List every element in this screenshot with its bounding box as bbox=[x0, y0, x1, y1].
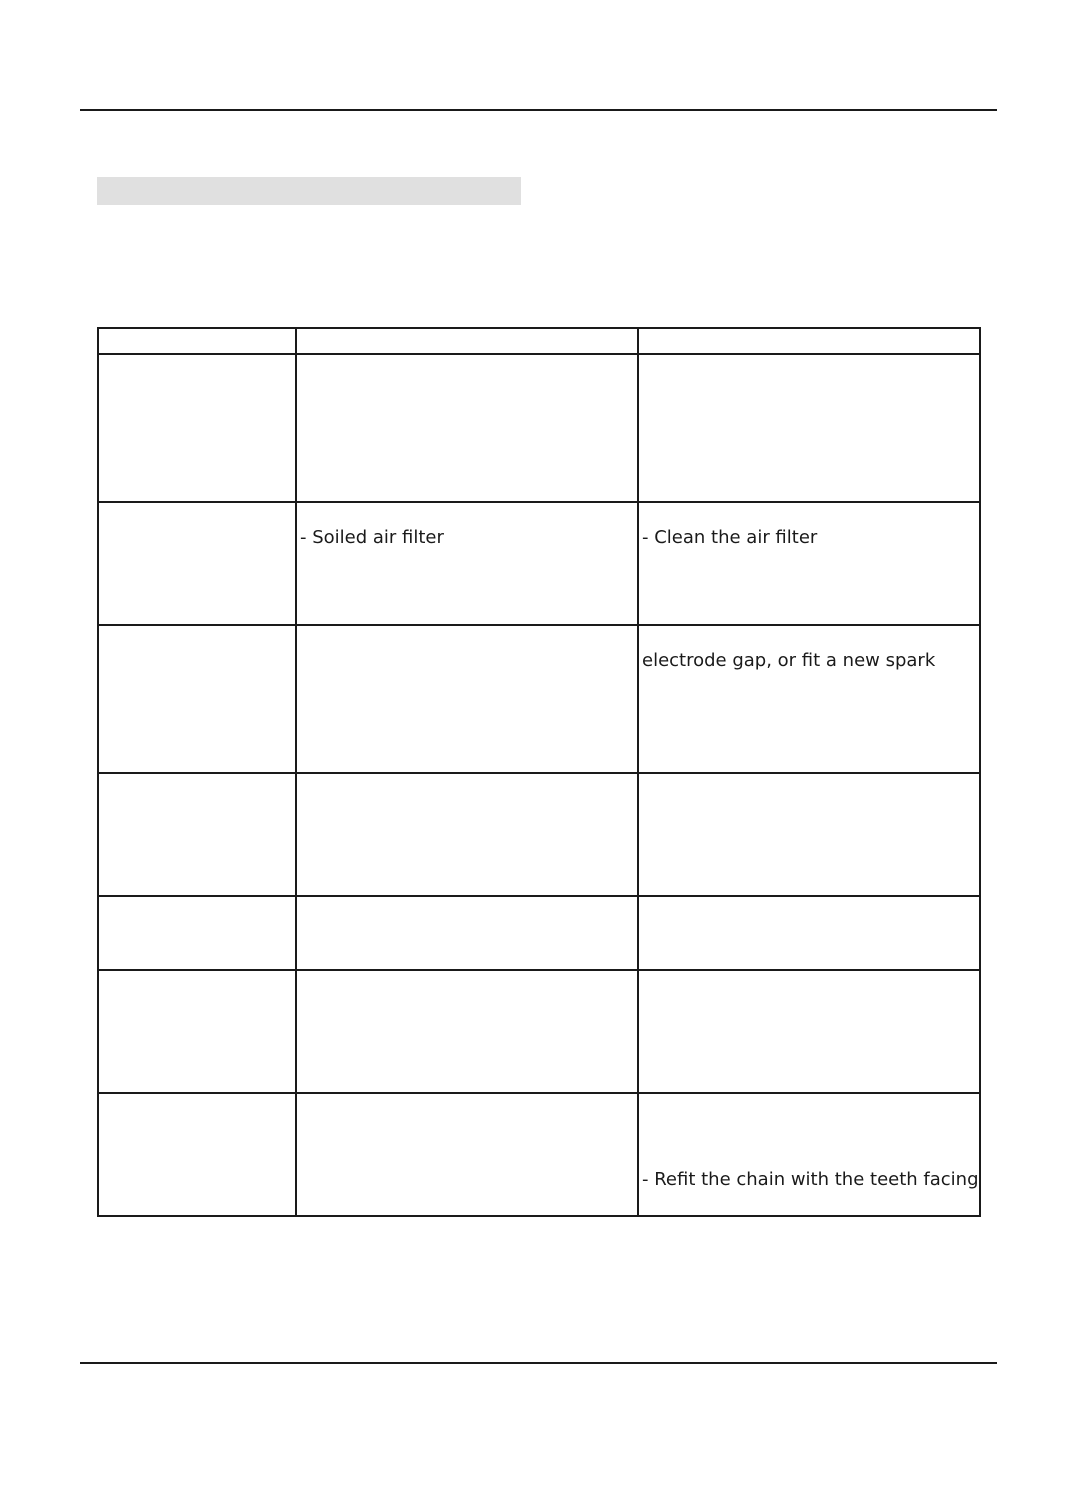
problem-cell bbox=[98, 354, 296, 502]
footer-rule bbox=[80, 1362, 997, 1364]
cause-cell bbox=[296, 773, 638, 896]
remedy-text: electrode gap, or fit a new spark bbox=[642, 650, 936, 671]
problem-cell bbox=[98, 1093, 296, 1216]
table-row bbox=[98, 773, 980, 896]
header-rule bbox=[80, 109, 997, 111]
problem-cell bbox=[98, 625, 296, 773]
problem-cell bbox=[98, 970, 296, 1093]
remedy-cell bbox=[638, 502, 980, 625]
cause-cell bbox=[296, 354, 638, 502]
table-row bbox=[98, 354, 980, 502]
remedy-cell bbox=[638, 896, 980, 970]
remedy-text: - Refit the chain with the teeth facing bbox=[642, 1169, 979, 1190]
remedy-cell bbox=[638, 625, 980, 773]
remedy-cell bbox=[638, 773, 980, 896]
troubleshooting-table bbox=[97, 327, 981, 1217]
remedy-cell bbox=[638, 1093, 980, 1216]
section-heading-bar bbox=[97, 177, 521, 205]
table-row bbox=[98, 970, 980, 1093]
header-cell-remedy bbox=[638, 328, 980, 354]
cause-text: - Soiled air filter bbox=[300, 527, 444, 548]
cause-cell bbox=[296, 1093, 638, 1216]
header-cell-cause bbox=[296, 328, 638, 354]
problem-cell bbox=[98, 896, 296, 970]
remedy-cell bbox=[638, 970, 980, 1093]
table-row bbox=[98, 502, 980, 625]
cause-cell bbox=[296, 502, 638, 625]
remedy-text: - Clean the air filter bbox=[642, 527, 818, 548]
table-row bbox=[98, 625, 980, 773]
problem-cell bbox=[98, 502, 296, 625]
cause-cell bbox=[296, 896, 638, 970]
table-row bbox=[98, 1093, 980, 1216]
cause-cell bbox=[296, 625, 638, 773]
header-cell-problem bbox=[98, 328, 296, 354]
table-row bbox=[98, 896, 980, 970]
problem-cell bbox=[98, 773, 296, 896]
table-header-row bbox=[98, 328, 980, 354]
remedy-cell bbox=[638, 354, 980, 502]
cause-cell bbox=[296, 970, 638, 1093]
